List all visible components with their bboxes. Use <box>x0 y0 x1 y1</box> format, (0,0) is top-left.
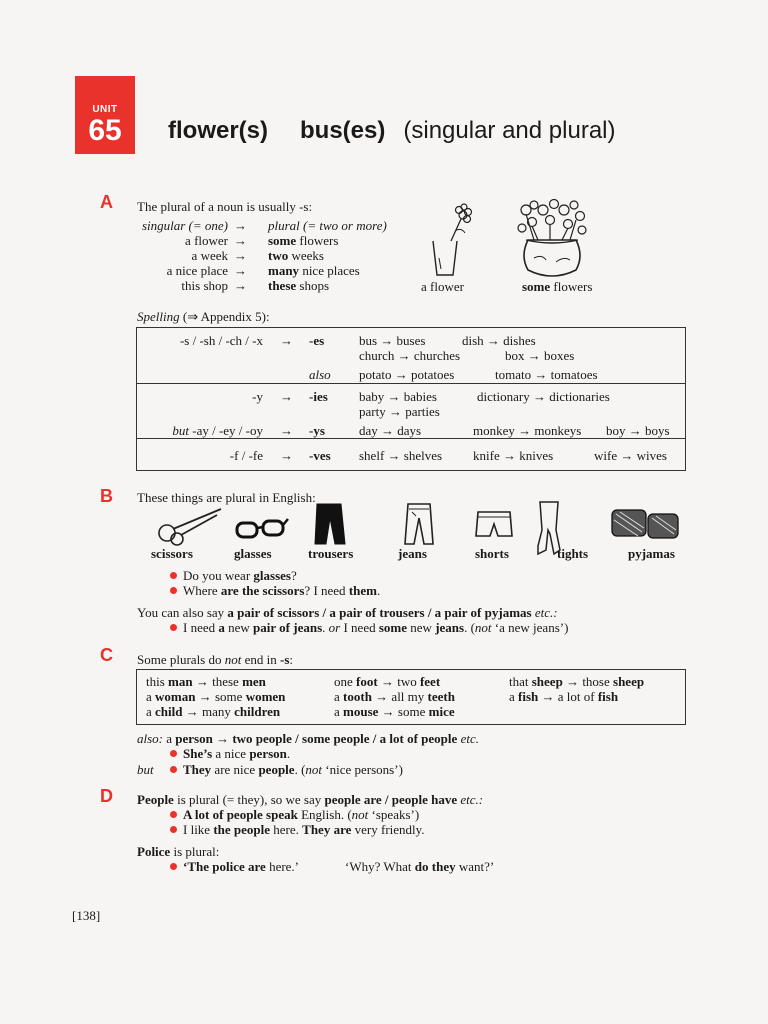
sg-row-2: a week <box>191 248 228 263</box>
ending-ves: -ves <box>309 448 331 463</box>
caption-some-flowers: some flowers <box>522 279 593 294</box>
glasses-icon <box>234 515 289 543</box>
section-d-letter: D <box>100 786 113 806</box>
ex-knives: knife → knives <box>473 448 554 463</box>
plural-header: plural (= two or more) <box>268 218 387 233</box>
ex-days: day → days <box>359 423 422 438</box>
section-a-intro: The plural of a noun is usually -s: <box>137 199 313 214</box>
rule-ay-ey-oy: but -ay / -ey / -oy <box>172 423 263 438</box>
d-example-2: I like the people here. They are very friendly. <box>170 822 425 838</box>
d-example-3: ‘The police are here.’ <box>170 859 299 875</box>
c-woman-women: a woman → some women <box>146 689 286 704</box>
pl-row-1: some flowers <box>268 233 339 248</box>
ex-shelves: shelf → shelves <box>359 448 443 463</box>
c-man-men: this man → these men <box>146 674 266 689</box>
c-but-label: but <box>137 762 154 777</box>
spelling-intro: Spelling (⇒ Appendix 5): <box>137 309 270 324</box>
label-shorts: shorts <box>475 546 509 561</box>
title-subtitle: (singular and plural) <box>403 117 616 144</box>
ex-wives: wife → wives <box>594 448 667 463</box>
arrow: → <box>280 389 293 404</box>
arrow: → <box>280 333 293 348</box>
singular-header: singular (= one) <box>141 218 228 233</box>
ex-dictionaries: dictionary → dictionaries <box>477 389 610 404</box>
ex-babies: baby → babies <box>359 389 437 404</box>
b-also-text: You can also say a pair of scissors / a pair of trousers / a pair of pyjamas etc.: <box>137 605 558 620</box>
ex-boxes: box → boxes <box>505 348 575 363</box>
section-b-letter: B <box>100 486 113 506</box>
section-b-intro: These things are plural in English: <box>137 490 316 505</box>
pl-row-3: many nice places <box>268 263 360 278</box>
b-example-3: I need a new pair of jeans. or I need some new jeans. (not ‘a new jeans’) <box>170 620 568 636</box>
ex-parties: party → parties <box>359 404 440 419</box>
section-a-letter: A <box>100 192 113 212</box>
label-tights: tights <box>557 546 589 561</box>
b-example-2: Where are the scissors? I need them. <box>170 583 380 599</box>
c-example-2: They are nice people. (not ‘nice persons’) <box>170 762 403 778</box>
trousers-icon <box>313 502 347 546</box>
c-child-children: a child → many children <box>146 704 281 719</box>
ex-tomatoes: tomato → tomatoes <box>495 367 598 382</box>
irregular-plurals-box <box>136 669 686 725</box>
rule-f-fe: -f / -fe <box>229 448 263 463</box>
c-example-1: She’s a nice person. <box>170 746 290 762</box>
d-example-1: A lot of people speak English. (not ‘speaks’) <box>170 807 419 823</box>
arrow: → <box>234 263 247 278</box>
ex-boys: boy → boys <box>606 423 670 438</box>
label-trousers: trousers <box>308 546 354 561</box>
sg-row-1: a flower <box>185 233 228 248</box>
c-foot-feet: one foot → two feet <box>334 674 441 689</box>
section-c-intro: Some plurals do not end in -s: <box>137 652 294 667</box>
c-tooth-teeth: a tooth → all my teeth <box>334 689 455 704</box>
page-title <box>168 117 615 145</box>
pl-row-4: these shops <box>268 278 330 293</box>
single-flower-icon <box>425 203 485 278</box>
title-flowers: flower(s) <box>168 117 269 144</box>
ending-ies: -ies <box>309 389 328 404</box>
d-police-line: Police is plural: <box>137 844 220 859</box>
label-scissors: scissors <box>151 546 193 561</box>
ex-buses: bus → buses <box>359 333 426 348</box>
also-label: also <box>309 367 331 382</box>
arrow: → <box>234 233 247 248</box>
unit-label: UNIT <box>92 104 118 115</box>
label-pyjamas: pyjamas <box>628 546 675 561</box>
b-example-1: Do you wear glasses? <box>170 568 297 584</box>
arrow: → <box>280 448 293 463</box>
jeans-icon <box>402 502 436 546</box>
pyjamas-icon <box>610 506 682 542</box>
unit-badge <box>75 76 135 154</box>
sg-row-4: this shop <box>181 278 228 293</box>
pl-row-2: two weeks <box>268 248 324 263</box>
unit-number: 65 <box>88 114 122 147</box>
vase-of-flowers-icon <box>512 196 592 281</box>
title-buses: bus(es) <box>300 117 386 144</box>
c-also-line: also: a person → two people / some people / a lot of people etc. <box>137 731 479 746</box>
shorts-icon <box>474 510 514 540</box>
spelling-table <box>136 327 686 471</box>
ending-ys: -ys <box>309 423 325 438</box>
arrow: → <box>234 278 247 293</box>
section-d-intro: People is plural (= they), so we say people are / people have etc.: <box>137 792 484 807</box>
arrow: → <box>234 218 247 233</box>
scissors-icon <box>155 505 225 547</box>
ex-monkeys: monkey → monkeys <box>473 423 582 438</box>
section-c-letter: C <box>100 645 113 665</box>
page-number: [138] <box>72 908 101 923</box>
label-jeans: jeans <box>398 546 427 561</box>
d-example-3-reply: ‘Why? What do they want?’ <box>345 859 495 874</box>
c-mouse-mice: a mouse → some mice <box>334 704 455 719</box>
c-sheep-sheep: that sheep → those sheep <box>509 674 645 689</box>
ex-churches: church → churches <box>359 348 461 363</box>
arrow: → <box>234 248 247 263</box>
ending-es: -es <box>309 333 325 348</box>
caption-a-flower: a flower <box>421 279 464 294</box>
c-fish-fish: a fish → a lot of fish <box>509 689 619 704</box>
rule-s-sh-ch-x: -s / -sh / -ch / -x <box>179 333 263 348</box>
ex-dishes: dish → dishes <box>462 333 536 348</box>
label-glasses: glasses <box>234 546 272 561</box>
sg-row-3: a nice place <box>166 263 228 278</box>
ex-potatoes: potato → potatoes <box>359 367 455 382</box>
rule-y: -y <box>252 389 263 404</box>
arrow: → <box>280 423 293 438</box>
